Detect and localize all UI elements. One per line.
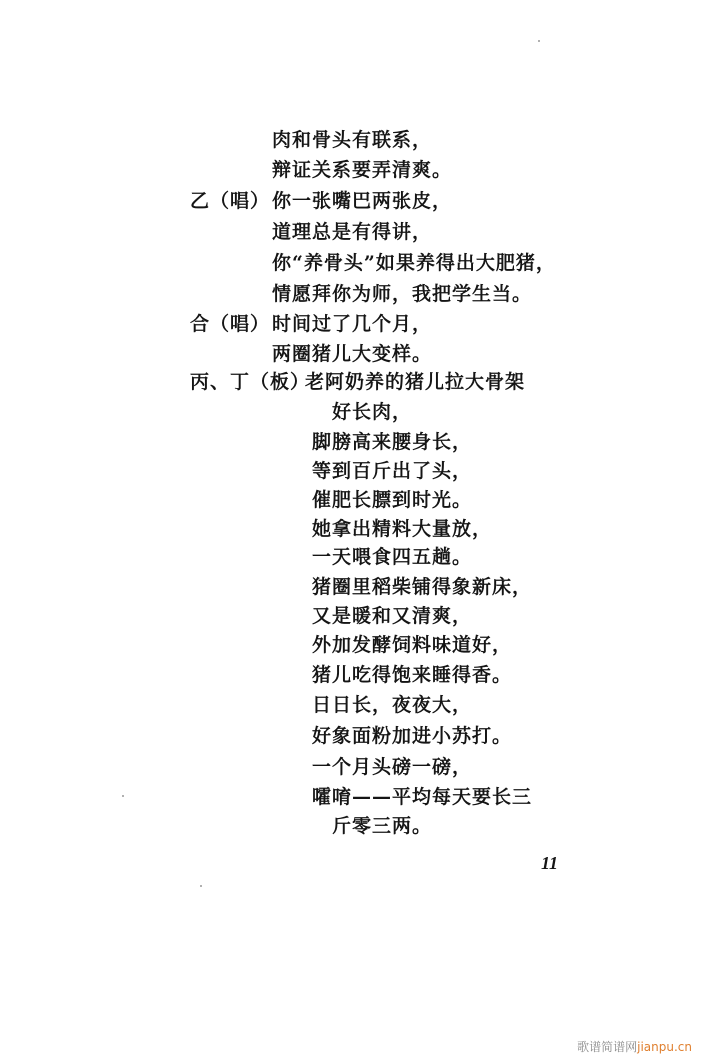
text-line: 时间过了几个月，: [272, 313, 433, 335]
text-line: 一天喂食四五趟。: [312, 546, 473, 568]
text-line: 情愿拜你为师，我把学生当。: [272, 283, 533, 305]
text-line: 催肥长膘到时光。: [312, 489, 473, 511]
page-number: 11: [541, 853, 559, 873]
text-line: 肉和骨头有联系，: [272, 129, 433, 151]
text-line: 嚯唷——平均每天要长三: [312, 786, 533, 808]
text-line: 两圈猪儿大变样。: [272, 343, 433, 365]
text-line: 道理总是有得讲，: [272, 221, 433, 243]
text-line: 斤零三两。: [332, 815, 433, 837]
text-line: 日日长，夜夜大，: [312, 694, 473, 716]
text-line: 外加发酵饲料味道好，: [312, 634, 513, 656]
text-line: 你“养骨头”如果养得出大肥猪，: [272, 252, 556, 274]
text-line: 猪圈里稻柴铺得象新床，: [312, 576, 533, 598]
text-line: 等到百斤出了头，: [312, 460, 473, 482]
text-line: 好象面粉加进小苏打。: [312, 725, 513, 747]
scan-speck: [538, 40, 540, 42]
text-line: 你一张嘴巴两张皮，: [272, 190, 453, 212]
scan-speck: [200, 885, 202, 887]
text-line: 老阿奶养的猪儿拉大骨架: [305, 371, 526, 393]
text-line: 猪儿吃得饱来睡得香。: [312, 664, 513, 686]
speaker-label: 乙（唱）: [190, 190, 271, 212]
scan-speck: [122, 795, 124, 797]
speaker-label: 合（唱）: [190, 313, 271, 335]
text-line: 好长肉，: [332, 401, 413, 423]
watermark-url: jianpu.cn: [637, 1040, 692, 1054]
speaker-label: 丙、丁（板）: [190, 371, 311, 393]
watermark: [577, 1038, 692, 1055]
text-line: 一个月头磅一磅，: [312, 756, 473, 778]
text-line: 又是暖和又清爽，: [312, 605, 473, 627]
text-line: 她拿出精料大量放，: [312, 518, 493, 540]
watermark-text: 歌谱简谱网: [577, 1040, 638, 1054]
text-line: 辩证关系要弄清爽。: [272, 159, 453, 181]
text-line: 脚膀高来腰身长，: [312, 431, 473, 453]
